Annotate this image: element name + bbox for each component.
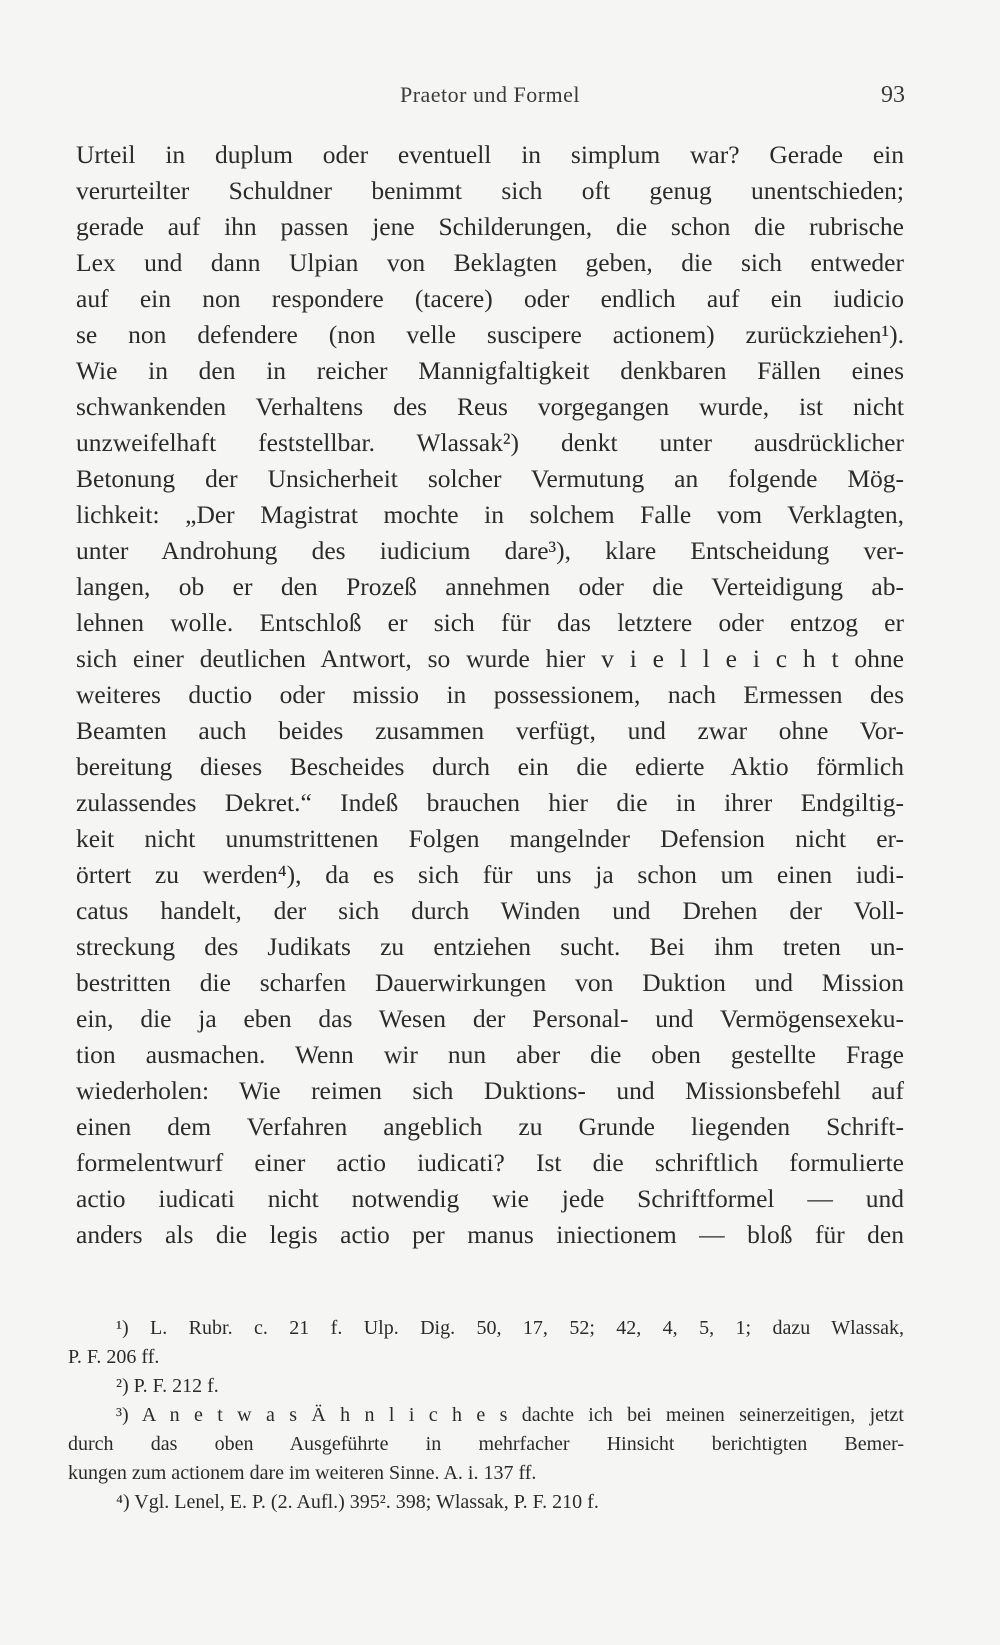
body-line: streckung des Judikats zu entziehen sucht. Bei ihm treten un- [76,932,904,961]
body-line: weiteres ductio oder missio in possessionem, nach Ermessen des [76,680,904,709]
body-line: bestritten die scharfen Dauerwirkungen von Duktion und Mission [76,968,904,997]
body-line: formelentwurf einer actio iudicati? Ist die schriftlich formulierte [76,1148,904,1177]
body-line: wiederholen: Wie reimen sich Duktions- und Missionsbefehl auf [76,1076,904,1105]
body-line: ein, die ja eben das Wesen der Personal- und Vermögensexeku- [76,1004,904,1033]
body-line: lichkeit: „Der Magistrat mochte in solchem Falle vom Verklagten, [76,500,904,529]
body-line: schwankenden Verhaltens des Reus vorgegangen wurde, ist nicht [76,392,904,421]
body-line: se non defendere (non velle suscipere actionem) zurückziehen¹). [76,320,904,349]
body-line: catus handelt, der sich durch Winden und Drehen der Voll- [76,896,904,925]
body-line: Urteil in duplum oder eventuell in simplum war? Gerade ein [76,140,904,169]
body-line: actio iudicati nicht notwendig wie jede Schriftformel — und [76,1184,904,1213]
body-line: verurteilter Schuldner benimmt sich oft genug unentschieden; [76,176,904,205]
body-line: auf ein non respondere (tacere) oder endlich auf ein iudicio [76,284,904,313]
body-line: Wie in den in reicher Mannigfaltigkeit denkbaren Fällen eines [76,356,904,385]
footnote-line: ⁴) Vgl. Lenel, E. P. (2. Aufl.) 395². 398; Wlassak, P. F. 210 f. [116,1491,599,1513]
footnote-line: ²) P. F. 212 f. [116,1375,219,1397]
body-text [76,137,904,1253]
body-line: Lex und dann Ulpian von Beklagten geben, die sich entweder [76,248,904,277]
body-line: unter Androhung des iudicium dare³), klare Entscheidung ver- [76,536,904,565]
body-line: zulassendes Dekret.“ Indeß brauchen hier die in ihrer Endgiltig- [76,788,904,817]
body-line: bereitung dieses Bescheides durch ein die edierte Aktio förmlich [76,752,904,781]
body-line: einen dem Verfahren angeblich zu Grunde liegenden Schrift- [76,1112,904,1141]
footnote-line: ¹) L. Rubr. c. 21 f. Ulp. Dig. 50, 17, 52; 42, 4, 5, 1; dazu Wlassak, [116,1317,904,1339]
body-line: sich einer deutlichen Antwort, so wurde hier v i e l l e i c h t ohne [76,644,904,673]
body-line: langen, ob er den Prozeß annehmen oder die Verteidigung ab- [76,572,904,601]
footnote-line: kungen zum actionem dare im weiteren Sinne. A. i. 137 ff. [68,1462,537,1484]
body-line: Beamten auch beides zusammen verfügt, und zwar ohne Vor- [76,716,904,745]
footnote-line: ³) A n e t w a s Ä h n l i c h e s dachte ich bei meinen seinerzeitigen, jetzt [116,1404,904,1426]
running-head [75,82,905,114]
body-line: unzweifelhaft feststellbar. Wlassak²) denkt unter ausdrücklicher [76,428,904,457]
body-line: örtert zu werden⁴), da es sich für uns ja schon um einen iudi- [76,860,904,889]
footnotes [68,1314,904,1517]
body-line: gerade auf ihn passen jene Schilderungen, die schon die rubrische [76,212,904,241]
body-line: keit nicht unumstrittenen Folgen mangelnder Defension nicht er- [76,824,904,853]
body-line: lehnen wolle. Entschloß er sich für das letztere oder entzog er [76,608,904,637]
page-number: 93 [881,82,905,108]
running-title: Praetor und Formel [399,82,581,107]
body-line: anders als die legis actio per manus iniectionem — bloß für den [76,1220,904,1249]
footnote-line: durch das oben Ausgeführte in mehrfacher Hinsicht berichtigten Bemer- [68,1433,904,1455]
footnote-line: P. F. 206 ff. [68,1346,160,1368]
body-line: Betonung der Unsicherheit solcher Vermutung an folgende Mög- [76,464,904,493]
body-line: tion ausmachen. Wenn wir nun aber die oben gestellte Frage [76,1040,904,1069]
